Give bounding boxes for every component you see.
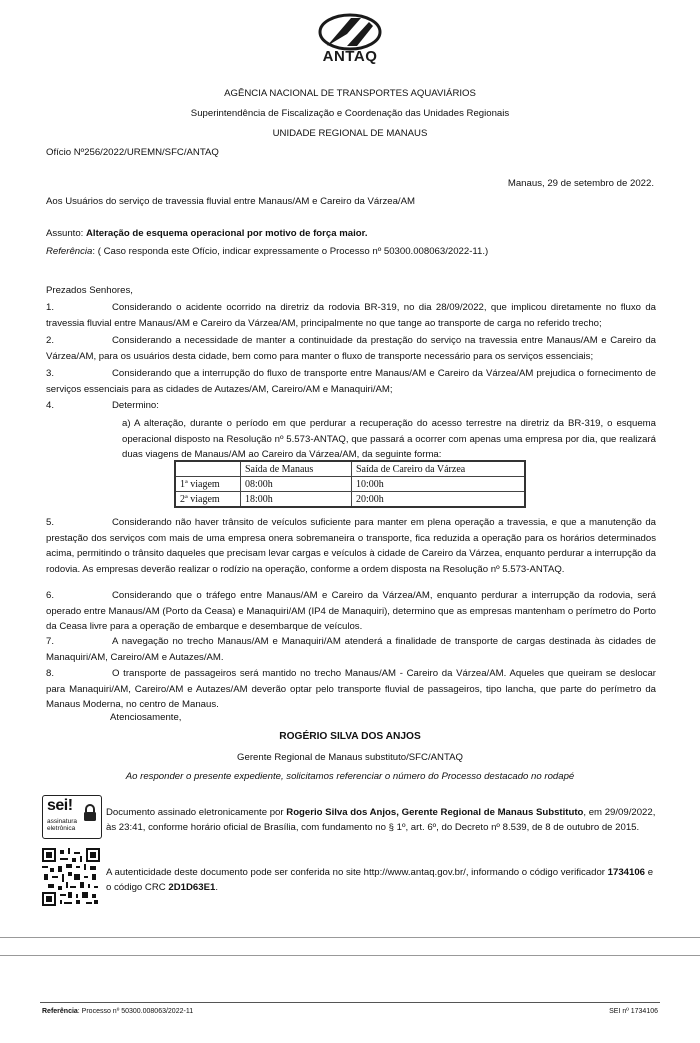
table-cell: 2ª viagem <box>175 492 241 508</box>
table-header-cell: Saída de Careiro da Várzea <box>352 461 526 477</box>
table-row <box>175 492 525 508</box>
sei-signed-mid: , <box>396 807 402 818</box>
paragraph-text: Considerando a necessidade de manter a continuidade da prestação do serviço na travessia entre Manaus/AM e Careiro da Várzea/AM, para os usuários desta cidade, bem como para manter o fluxo de transporte necessário para os serviços essenciais; <box>46 335 656 362</box>
sei-badge-caption <box>47 818 77 832</box>
schedule-table <box>174 460 526 508</box>
paragraph-text: Considerando o acidente ocorrido na diretriz da rodovia BR-319, no dia 28/09/2022, que implicou diretamente no fluxo da travessia fluvial entre Manaus/AM e Careiro da Várzea/AM, principalmente no que tange ao transporte de carga no referido trecho; <box>46 302 656 329</box>
date-line: Manaus, 29 de setembro de 2022. <box>507 178 654 189</box>
sei-signed-text <box>106 805 656 835</box>
paragraph-text: Considerando não haver trânsito de veículos suficiente para manter em plena operação a travessia, e que a manutenção da prestação dos serviços com mais de uma empresa onera sobremaneira o transporte, fica reduzida a operação para os horários determinados acima, permitindo o trânsito daqueles que precisam levar cargas e veículos à cidade de Careiro da Várzea, enquanto perdurar a interrupção da rodovia. As empresas deverão realizar o rodízio na operação, conforme a ordem disposta na Resolução nº 5.573-ANTAQ. <box>46 517 656 575</box>
unit-name: UNIDADE REGIONAL DE MANAUS <box>272 128 428 139</box>
paragraph-text: O transporte de passageiros será mantido no trecho Manaus/AM - Careiro da Várzea/AM. Aqueles que queiram se deslocar para Manaquiri/AM, Careiro/AM e Autazes/AM deverão optar pelo transporte fluvial de passageiros, tipo lancha, que parte do perímetro da Manaus Moderna, no centro de Manaus. <box>46 668 656 710</box>
paragraph-text: Considerando que a interrupção do fluxo de transporte entre Manaus/AM e Careiro da Várzea/AM prejudica o fornecimento de serviços essenciais para as cidades de Autazes/AM, Careiro/AM e Manaquiri/AM; <box>46 368 656 395</box>
paragraph-text: A navegação no trecho Manaus/AM e Manaquiri/AM atenderá a finalidade de transporte de cargas destinada às cidades de Manaquiri/AM, Careiro/AM e Autazes/AM. <box>46 636 656 663</box>
paragraph-number: 4. <box>46 400 55 411</box>
paragraph-6 <box>46 588 656 635</box>
footer-divider <box>40 1002 660 1003</box>
sei-signed-name: Rogerio Silva dos Anjos <box>286 807 397 818</box>
antaq-logo-icon <box>317 12 383 52</box>
footer-reference <box>42 1008 193 1015</box>
table-cell: 08:00h <box>241 477 352 492</box>
table-header-row <box>175 461 525 477</box>
authenticity-post: . <box>215 882 218 893</box>
footer-reference-label: Referência <box>42 1008 78 1015</box>
divider <box>0 937 700 938</box>
paragraph-number: 3. <box>46 368 55 379</box>
verification-code: 1734106 <box>607 867 646 878</box>
paragraph-8 <box>46 666 656 713</box>
subject-text: Alteração de esquema operacional por motivo de força maior. <box>86 228 368 239</box>
table-cell: 10:00h <box>352 477 526 492</box>
antaq-logo <box>310 12 390 72</box>
paragraph-number: 7. <box>46 636 55 647</box>
crc-code: 2D1D63E1 <box>168 882 216 893</box>
greeting: Prezados Senhores, <box>46 285 133 296</box>
paragraph-number: 1. <box>46 302 55 313</box>
table-cell: 20:00h <box>352 492 526 508</box>
divider <box>0 955 700 956</box>
sei-signed-role: Gerente Regional de Manaus Substituto <box>401 807 584 818</box>
sei-signed-pre: Documento assinado eletronicamente por <box>106 807 287 818</box>
signer-title: Gerente Regional de Manaus substituto/SFC/ANTAQ <box>237 752 463 763</box>
paragraph-1 <box>46 300 656 331</box>
paragraph-number: 5. <box>46 517 55 528</box>
subject-line <box>46 228 368 239</box>
subject-label: Assunto: <box>46 228 86 239</box>
sei-signature-badge <box>42 795 102 839</box>
sei-badge-line2: eletrônica <box>47 825 76 832</box>
paragraph-4 <box>46 398 656 414</box>
paragraph-2 <box>46 333 656 364</box>
sei-signed-post: , em 29/09/2022, às 23:41, conforme horário oficial de Brasília, com fundamento no § 1º, art. 6º, do Decreto nº 8.539, de 8 de outubro de 2015. <box>106 807 656 833</box>
processo-notice: Ao responder o presente expediente, solicitamos referenciar o número do Processo destacado no rodapé <box>125 771 575 782</box>
paragraph-text: Considerando que o tráfego entre Manaus/AM e Careiro da Várzea/AM, enquanto perdurar a interrupção da rodovia, será operado entre Manaus/AM (Porto da Ceasa) e Manaquiri/AM (IP4 de Manaquiri), determino que as empresas mantenham o perímetro do Porto da Ceasa livre para a operação de embarque e desembarque de veículos. <box>46 590 656 632</box>
superintendence-name: Superintendência de Fiscalização e Coordenação das Unidades Regionais <box>190 108 510 119</box>
paragraph-number: 8. <box>46 668 55 679</box>
footer-reference-text: : Processo nº 50300.008063/2022-11 <box>77 1008 194 1015</box>
table-cell: 18:00h <box>241 492 352 508</box>
authenticity-mid: e o código CRC <box>106 867 654 893</box>
lock-icon <box>83 804 97 822</box>
item-a: a) A alteração, durante o período em que perdurar a recuperação do acesso terrestre na diretriz da BR-319, o esquema operacional disposto na Resolução nº 5.573-ANTAQ, que passará a ocorrer com apenas uma empresa por dia, que realizará duas viagens de Manaus/AM ao Careiro da Várzea/AM, da seguinte forma: <box>122 418 656 460</box>
authenticity-text <box>106 865 656 895</box>
logo-text: ANTAQ <box>322 48 378 65</box>
table-row <box>175 477 525 492</box>
signer-name: ROGÉRIO SILVA DOS ANJOS <box>279 731 421 742</box>
authenticity-pre: A autenticidade deste documento pode ser conferida no site http://www.antaq.gov.br/, informando o código verificador <box>106 867 608 878</box>
office-number: Ofício Nº256/2022/UREMN/SFC/ANTAQ <box>46 147 219 158</box>
table-cell: 1ª viagem <box>175 477 241 492</box>
addressee: Aos Usuários do serviço de travessia fluvial entre Manaus/AM e Careiro da Várzea/AM <box>46 196 415 207</box>
paragraph-number: 6. <box>46 590 55 601</box>
footer-sei-number: SEI nº 1734106 <box>609 1008 658 1015</box>
paragraph-5 <box>46 515 656 577</box>
reference-label: Referência <box>46 246 93 257</box>
reference-text: : ( Caso responda este Ofício, indicar expressamente o Processo nº 50300.008063/2022-11.) <box>92 246 489 257</box>
sei-logo: sei! <box>47 797 73 814</box>
paragraph-number: 2. <box>46 335 55 346</box>
paragraph-7 <box>46 634 656 665</box>
table-header-cell <box>175 461 241 477</box>
paragraph-text: Determino: <box>112 400 159 411</box>
table-header-cell: Saída de Manaus <box>241 461 352 477</box>
paragraph-3 <box>46 366 656 397</box>
sei-badge-line1: assinatura <box>47 818 77 825</box>
qr-code-icon <box>42 848 100 906</box>
reference-line <box>46 246 488 257</box>
closing: Atenciosamente, <box>110 712 182 723</box>
agency-name: AGÊNCIA NACIONAL DE TRANSPORTES AQUAVIÁRIOS <box>224 88 476 99</box>
